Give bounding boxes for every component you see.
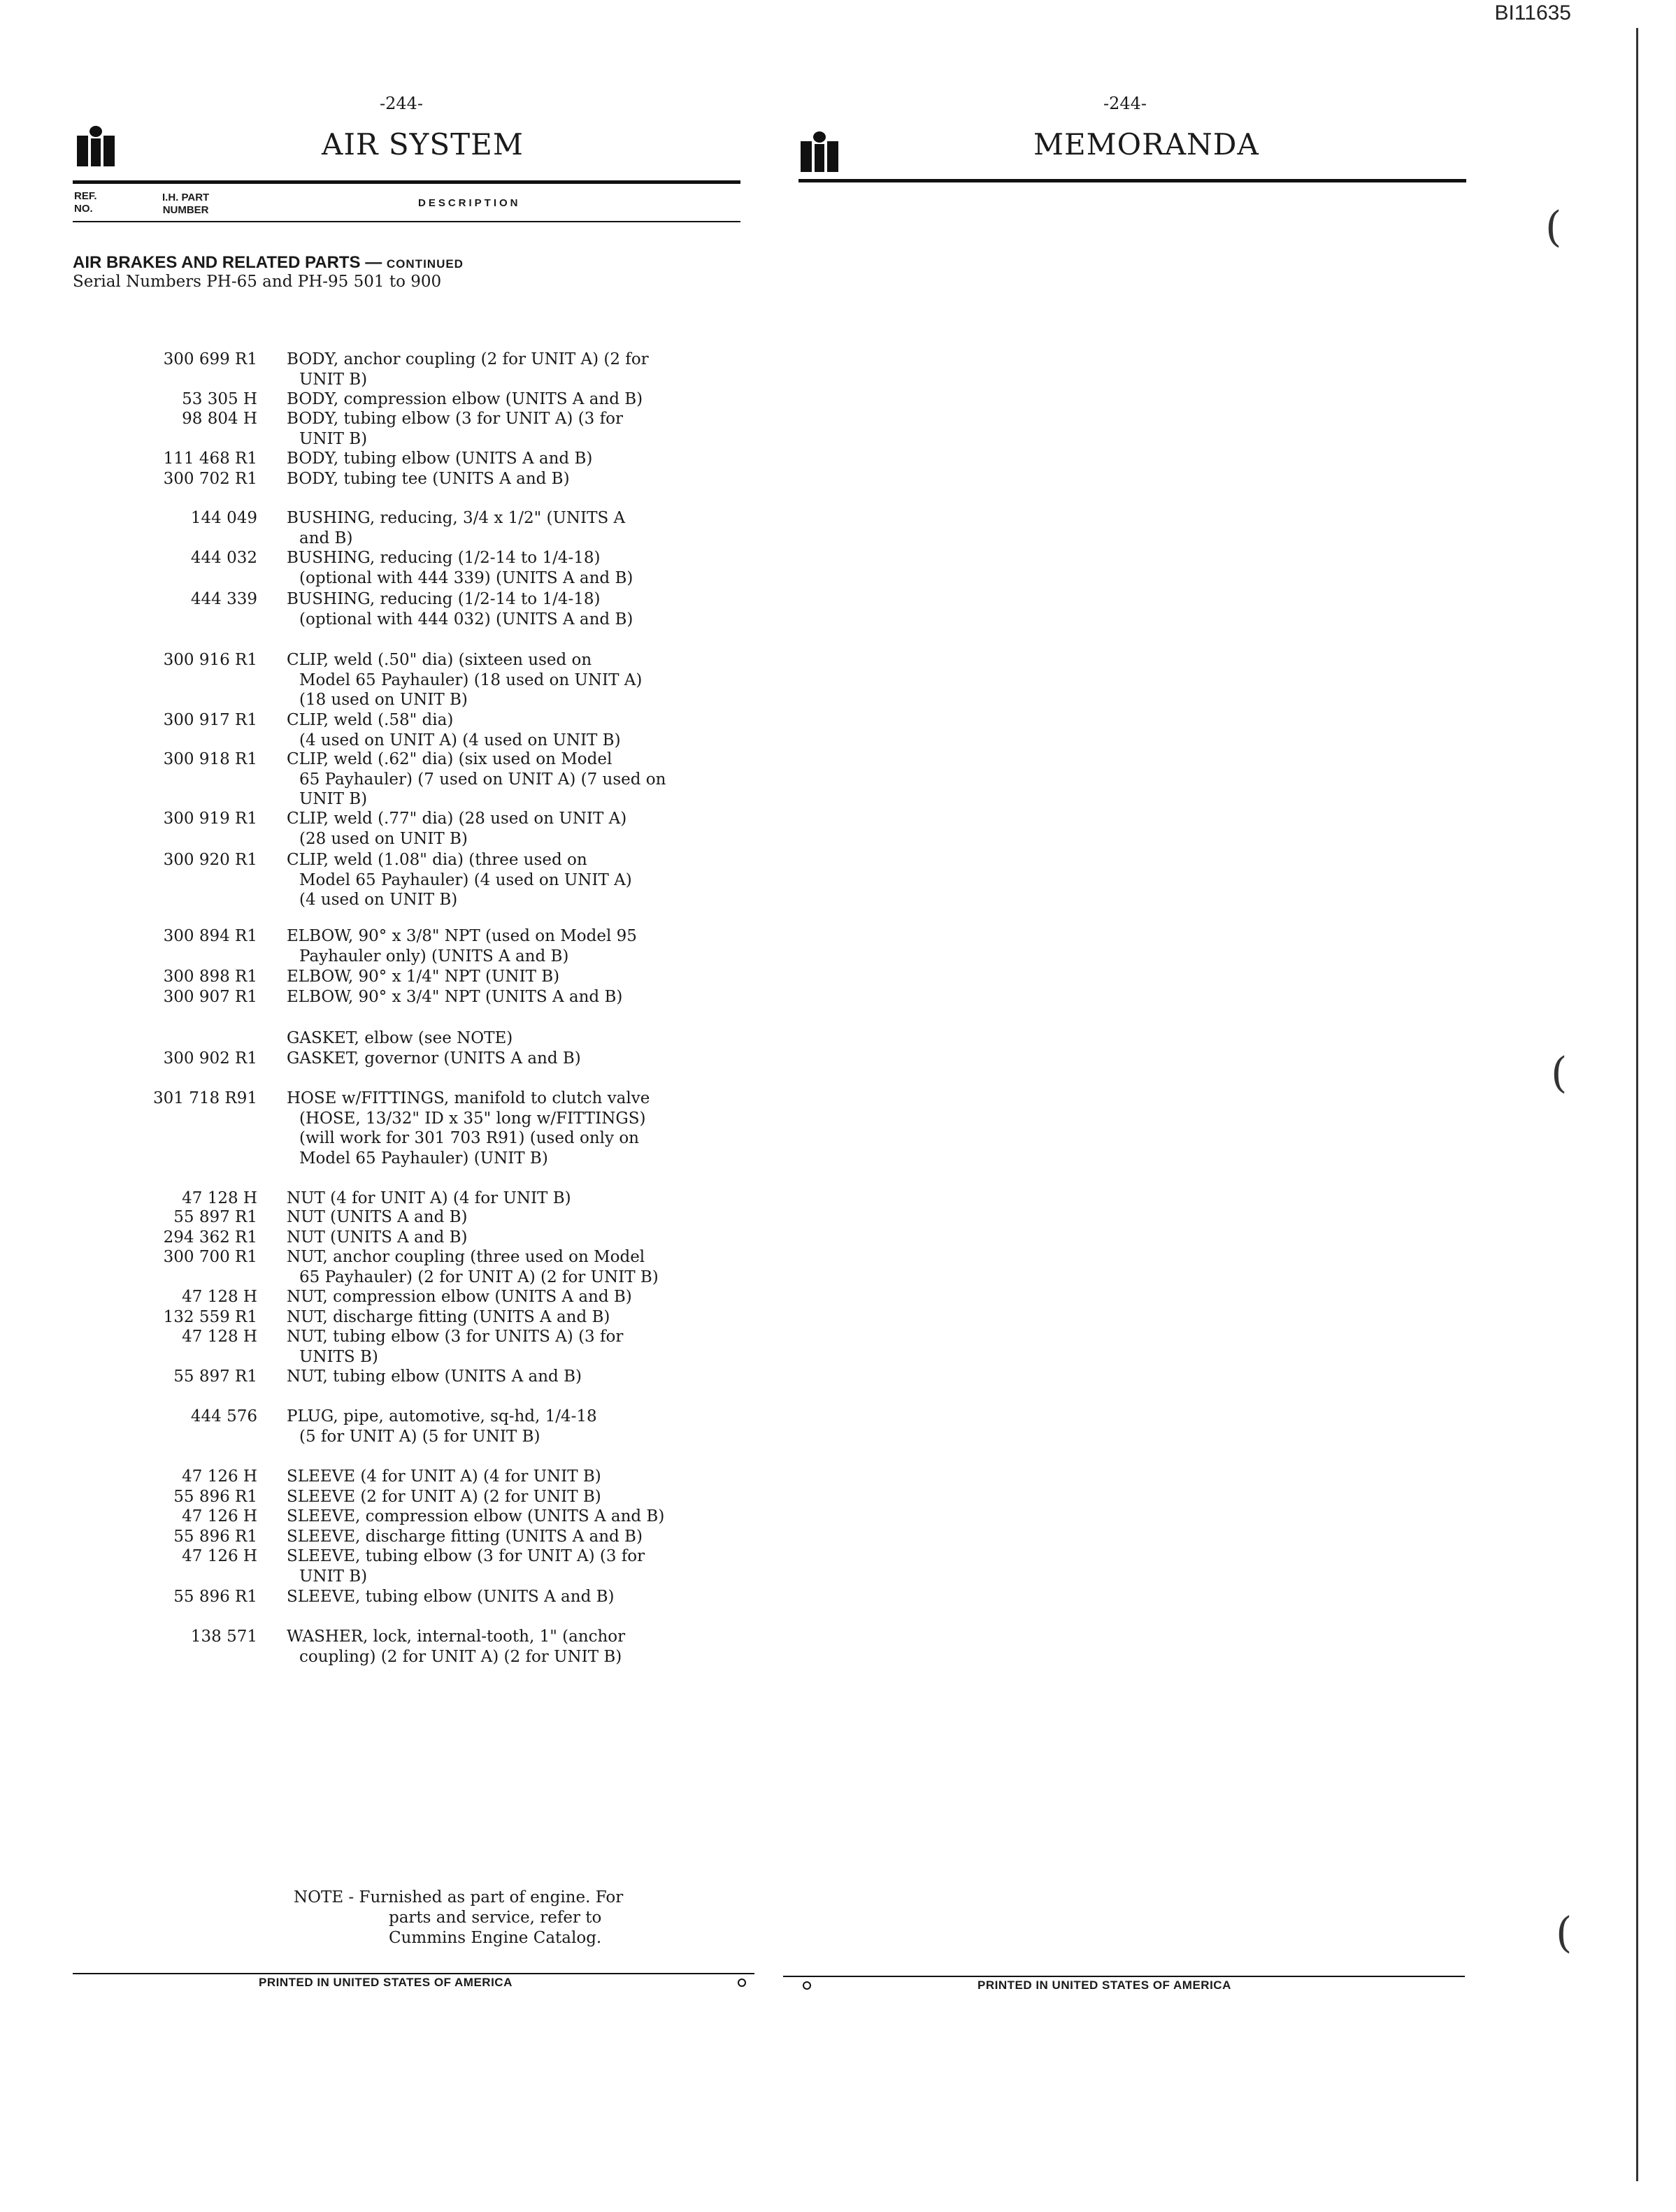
part-description xyxy=(287,1546,645,1586)
description-line: NUT (UNITS A and B) xyxy=(287,1208,468,1226)
description-line: NUT, tubing elbow (3 for UNITS A) (3 for xyxy=(287,1328,624,1346)
description-line: NUT, discharge fitting (UNITS A and B) xyxy=(287,1308,610,1326)
part-description xyxy=(287,1407,597,1446)
left-footer-rule xyxy=(73,1973,754,1974)
description-line: CLIP, weld (.50" dia) (sixteen used on xyxy=(287,651,592,669)
left-footer: PRINTED IN UNITED STATES OF AMERICA xyxy=(259,1976,513,1989)
part-description xyxy=(287,1307,610,1328)
part-description xyxy=(287,1287,632,1307)
description-line: SLEEVE (4 for UNIT A) (4 for UNIT B) xyxy=(287,1467,601,1486)
part-description xyxy=(287,589,633,629)
part-description xyxy=(287,1527,643,1547)
ih-logo-icon xyxy=(77,126,115,166)
part-description xyxy=(287,1028,513,1049)
part-description xyxy=(287,1049,581,1069)
ih-logo-icon xyxy=(801,131,838,172)
description-line: NUT, tubing elbow (UNITS A and B) xyxy=(287,1367,582,1386)
description-line: BUSHING, reducing (1/2-14 to 1/4-18) xyxy=(287,590,601,608)
binder-mark: ( xyxy=(1551,1049,1568,1098)
part-number: 301 718 R91 xyxy=(152,1089,257,1107)
description-line: (HOSE, 13/32" ID x 35" long w/FITTINGS) xyxy=(299,1109,646,1128)
left-footer-dot-icon xyxy=(738,1978,746,1987)
part-description xyxy=(287,1207,468,1228)
part-description xyxy=(287,1487,601,1507)
part-description xyxy=(287,1587,614,1607)
description-line: (optional with 444 339) (UNITS A and B) xyxy=(299,568,633,587)
description-line: (will work for 301 703 R91) (used only on xyxy=(299,1129,639,1147)
part-number: 47 128 H xyxy=(182,1189,257,1207)
page-edge-line xyxy=(1636,28,1638,2181)
description-line: CLIP, weld (.77" dia) (28 used on UNIT A) xyxy=(287,810,627,828)
description-line: UNIT B) xyxy=(299,429,368,448)
description-line: 65 Payhauler) (7 used on UNIT A) (7 used on xyxy=(299,770,666,789)
part-number: 300 898 R1 xyxy=(163,968,257,986)
part-description xyxy=(287,1247,659,1287)
part-number: 300 907 R1 xyxy=(163,988,257,1006)
left-page-number: -244- xyxy=(380,94,424,113)
part-description xyxy=(287,1228,468,1248)
part-description xyxy=(287,967,559,987)
part-number: 300 902 R1 xyxy=(163,1049,257,1068)
description-header: DESCRIPTION xyxy=(418,197,521,209)
ref-no-header: REF. NO. xyxy=(74,190,97,215)
part-number: 138 571 xyxy=(190,1628,257,1646)
part-number: 55 897 R1 xyxy=(173,1367,257,1386)
document-id: BI11635 xyxy=(1494,1,1571,24)
right-page-number: -244- xyxy=(1103,94,1147,113)
part-description xyxy=(287,1367,582,1387)
part-number: 300 918 R1 xyxy=(163,750,257,768)
description-line: and B) xyxy=(299,529,353,547)
part-number: 55 896 R1 xyxy=(173,1488,257,1506)
description-line: Model 65 Payhauler) (18 used on UNIT A) xyxy=(299,670,643,689)
part-number: 144 049 xyxy=(190,509,257,527)
part-number: 300 702 R1 xyxy=(163,470,257,488)
part-number: 300 699 R1 xyxy=(163,350,257,368)
description-line: SLEEVE, discharge fitting (UNITS A and B) xyxy=(287,1528,643,1546)
part-number: 444 339 xyxy=(190,590,257,608)
part-number: 300 700 R1 xyxy=(163,1248,257,1266)
description-line: CLIP, weld (1.08" dia) (three used on xyxy=(287,851,587,869)
right-footer: PRINTED IN UNITED STATES OF AMERICA xyxy=(977,1978,1231,1992)
part-description xyxy=(287,449,592,469)
part-number: 300 919 R1 xyxy=(163,810,257,828)
description-line: UNITS B) xyxy=(299,1347,378,1366)
part-description xyxy=(287,1467,601,1487)
part-number: 294 362 R1 xyxy=(163,1228,257,1247)
part-number: 111 468 R1 xyxy=(163,450,257,468)
part-description xyxy=(287,1089,650,1168)
description-line: HOSE w/FITTINGS, manifold to clutch valve xyxy=(287,1089,650,1107)
part-number: 55 897 R1 xyxy=(173,1208,257,1226)
part-number: 132 559 R1 xyxy=(163,1308,257,1326)
description-line: BODY, tubing elbow (3 for UNIT A) (3 for xyxy=(287,410,623,428)
binder-mark: ( xyxy=(1545,203,1562,252)
description-line: SLEEVE, compression elbow (UNITS A and B) xyxy=(287,1507,665,1525)
part-description xyxy=(287,469,570,489)
part-description xyxy=(287,350,649,389)
part-number: 47 126 H xyxy=(182,1547,257,1565)
part-description xyxy=(287,710,621,750)
description-line: NUT (4 for UNIT A) (4 for UNIT B) xyxy=(287,1189,571,1207)
part-description xyxy=(287,650,642,710)
description-line: coupling) (2 for UNIT A) (2 for UNIT B) xyxy=(299,1647,622,1666)
description-line: ELBOW, 90° x 3/4" NPT (UNITS A and B) xyxy=(287,988,623,1006)
part-description xyxy=(287,987,622,1007)
right-page-title: MEMORANDA xyxy=(1033,127,1259,161)
part-number: 53 305 H xyxy=(182,390,257,408)
section-subtitle: Serial Numbers PH-65 and PH-95 501 to 900 xyxy=(73,273,442,291)
description-line: ELBOW, 90° x 1/4" NPT (UNIT B) xyxy=(287,968,560,986)
description-line: GASKET, elbow (see NOTE) xyxy=(287,1029,513,1047)
header-rule-top xyxy=(73,180,740,184)
right-footer-dot-icon xyxy=(803,1981,811,1990)
part-number: 47 126 H xyxy=(182,1467,257,1486)
part-number: 47 126 H xyxy=(182,1507,257,1525)
description-line: (optional with 444 032) (UNITS A and B) xyxy=(299,610,633,629)
description-line: BUSHING, reducing (1/2-14 to 1/4-18) xyxy=(287,549,601,567)
part-description xyxy=(287,548,633,588)
part-description xyxy=(287,508,625,548)
part-number: 55 896 R1 xyxy=(173,1588,257,1606)
description-line: ELBOW, 90° x 3/8" NPT (used on Model 95 xyxy=(287,927,637,945)
part-description xyxy=(287,926,637,966)
description-line: Model 65 Payhauler) (UNIT B) xyxy=(299,1149,548,1168)
description-line: BUSHING, reducing, 3/4 x 1/2" (UNITS A xyxy=(287,509,626,527)
part-number: 300 917 R1 xyxy=(163,711,257,729)
part-number: 300 920 R1 xyxy=(163,851,257,869)
description-line: NUT, compression elbow (UNITS A and B) xyxy=(287,1288,632,1306)
part-number-header: I.H. PART NUMBER xyxy=(162,192,210,216)
description-line: (28 used on UNIT B) xyxy=(299,829,468,848)
description-line: Model 65 Payhauler) (4 used on UNIT A) xyxy=(299,870,632,889)
description-line: SLEEVE, tubing elbow (3 for UNIT A) (3 for xyxy=(287,1547,645,1565)
part-description xyxy=(287,850,632,910)
right-header-rule xyxy=(798,179,1466,182)
description-line: WASHER, lock, internal-tooth, 1" (anchor xyxy=(287,1628,626,1646)
part-number: 300 916 R1 xyxy=(163,651,257,669)
description-line: NUT, anchor coupling (three used on Model xyxy=(287,1248,645,1266)
part-description xyxy=(287,1327,623,1367)
description-line: NUT (UNITS A and B) xyxy=(287,1228,468,1247)
description-line: (4 used on UNIT B) xyxy=(299,891,458,909)
description-line: Payhauler only) (UNITS A and B) xyxy=(299,947,569,965)
description-line: BODY, anchor coupling (2 for UNIT A) (2 for xyxy=(287,350,649,368)
engine-note: NOTE - Furnished as part of engine. For parts and service, refer to Cummins Engine Catalog. xyxy=(294,1888,624,1947)
description-line: CLIP, weld (.58" dia) xyxy=(287,711,454,729)
part-description xyxy=(287,409,623,449)
part-number: 47 128 H xyxy=(182,1288,257,1306)
part-number: 444 576 xyxy=(190,1407,257,1425)
description-line: SLEEVE, tubing elbow (UNITS A and B) xyxy=(287,1588,615,1606)
description-line: UNIT B) xyxy=(299,370,368,389)
part-number: 98 804 H xyxy=(182,410,257,428)
description-line: CLIP, weld (.62" dia) (six used on Model xyxy=(287,750,613,768)
description-line: GASKET, governor (UNITS A and B) xyxy=(287,1049,581,1068)
part-number: 444 032 xyxy=(190,549,257,567)
left-page-title: AIR SYSTEM xyxy=(322,127,524,161)
part-description xyxy=(287,809,626,849)
header-rule-bottom xyxy=(73,221,740,222)
part-description xyxy=(287,389,643,410)
description-line: (4 used on UNIT A) (4 used on UNIT B) xyxy=(299,731,621,749)
right-footer-rule xyxy=(783,1976,1465,1977)
part-description xyxy=(287,1627,625,1667)
description-line: BODY, compression elbow (UNITS A and B) xyxy=(287,390,643,408)
part-description xyxy=(287,1188,571,1209)
description-line: BODY, tubing tee (UNITS A and B) xyxy=(287,470,570,488)
binder-mark: ( xyxy=(1556,1909,1573,1958)
description-line: (5 for UNIT A) (5 for UNIT B) xyxy=(299,1427,540,1446)
part-number: 55 896 R1 xyxy=(173,1528,257,1546)
part-description xyxy=(287,1507,664,1527)
part-description xyxy=(287,749,666,810)
description-line: PLUG, pipe, automotive, sq-hd, 1/4-18 xyxy=(287,1407,597,1425)
section-title-continued: CONTINUED xyxy=(386,257,464,271)
section-title: AIR BRAKES AND RELATED PARTS — CONTINUED xyxy=(73,253,464,272)
description-line: UNIT B) xyxy=(299,790,368,808)
description-line: BODY, tubing elbow (UNITS A and B) xyxy=(287,450,593,468)
description-line: UNIT B) xyxy=(299,1567,368,1586)
description-line: SLEEVE (2 for UNIT A) (2 for UNIT B) xyxy=(287,1488,601,1506)
description-line: 65 Payhauler) (2 for UNIT A) (2 for UNIT B) xyxy=(299,1267,659,1286)
part-number: 300 894 R1 xyxy=(163,927,257,945)
description-line: (18 used on UNIT B) xyxy=(299,691,468,709)
part-number: 47 128 H xyxy=(182,1328,257,1346)
